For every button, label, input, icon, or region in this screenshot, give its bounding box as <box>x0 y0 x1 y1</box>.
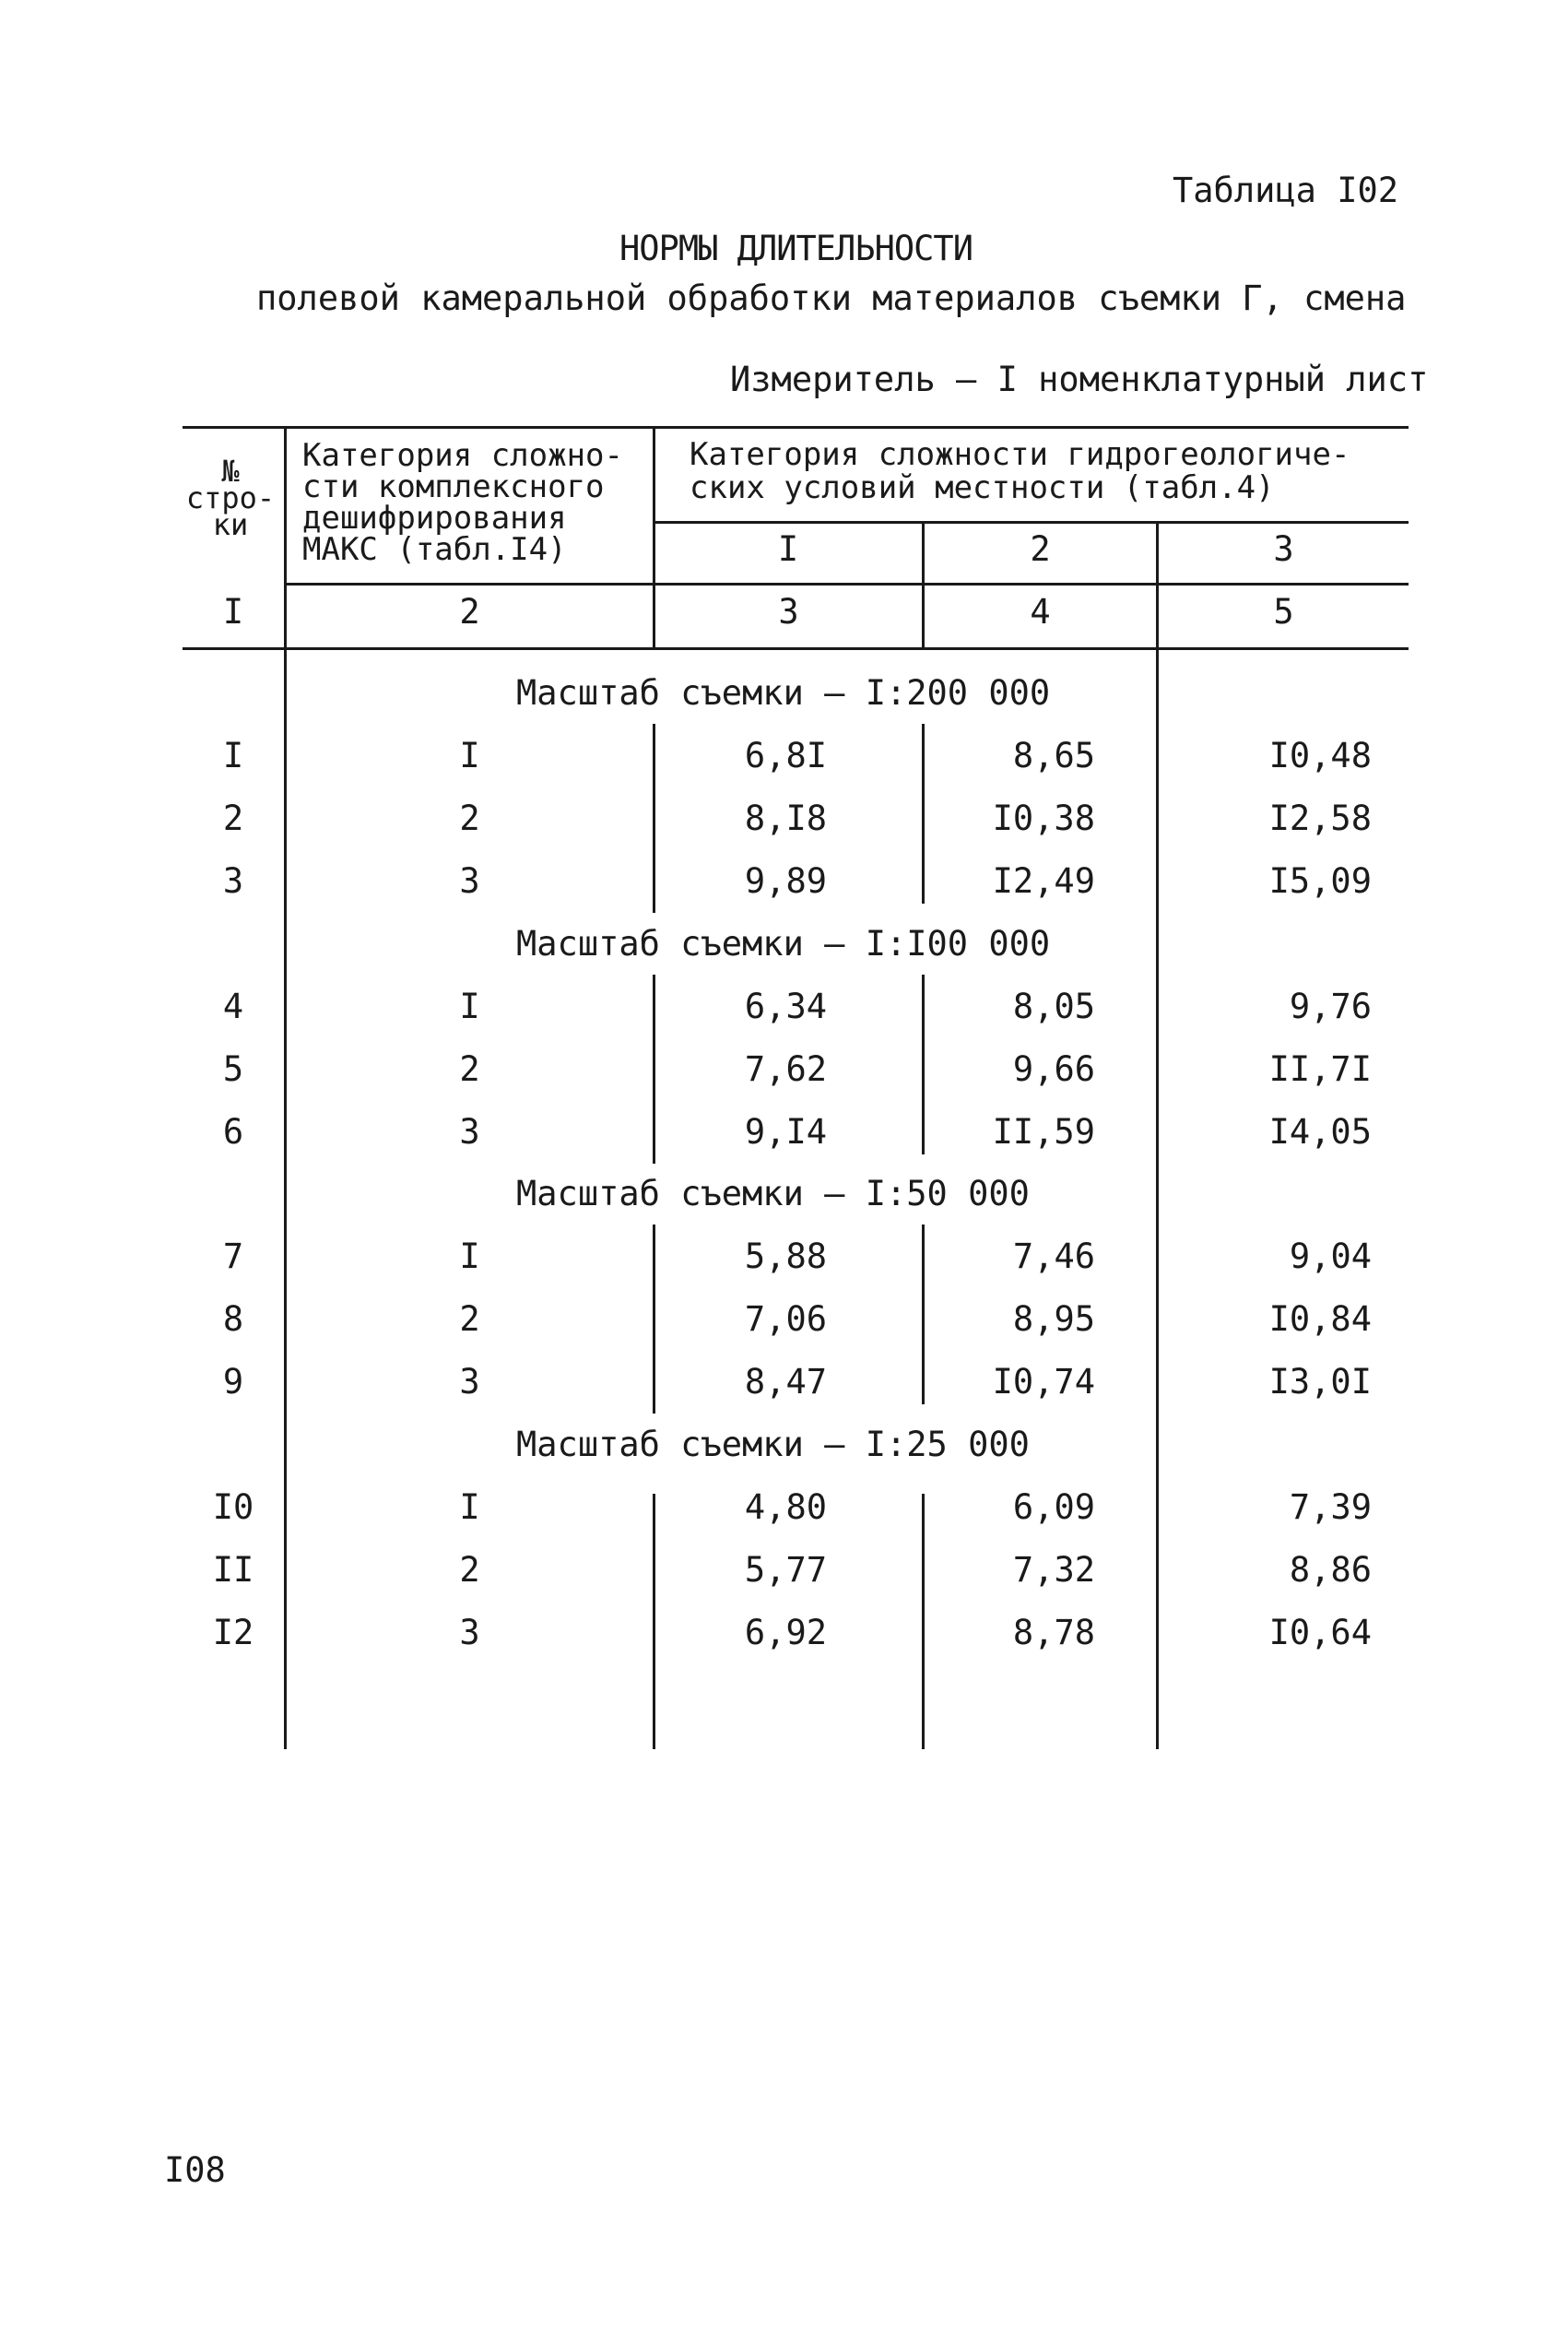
value-hydro-3: I2,58 <box>1268 799 1372 838</box>
value-hydro-1: 6,8I <box>744 736 827 775</box>
value-hydro-3: 7,39 <box>1289 1487 1372 1527</box>
value-hydro-1: 6,34 <box>744 987 827 1026</box>
section-title: Масштаб съемки – I:200 000 <box>516 673 1051 713</box>
header-macs-category: Категория сложно- сти комплексного дешифрирования МАКС (табл.I4) <box>302 437 623 568</box>
macs-category: 3 <box>459 1362 480 1402</box>
row-number: I2 <box>212 1613 254 1652</box>
header-sub-2: 2 <box>1030 529 1051 569</box>
value-hydro-3: I0,84 <box>1268 1299 1372 1339</box>
value-hydro-3: I4,05 <box>1268 1112 1372 1152</box>
value-hydro-2: 6,09 <box>1012 1487 1095 1527</box>
macs-category: 3 <box>459 1112 480 1152</box>
row-number: 4 <box>222 987 244 1026</box>
row-number: 5 <box>222 1049 244 1089</box>
numbers-bottom-rule <box>183 647 1409 650</box>
value-hydro-1: 7,62 <box>744 1049 827 1089</box>
value-hydro-1: 8,47 <box>744 1362 827 1402</box>
value-hydro-2: II,59 <box>992 1112 1095 1152</box>
header-bottom-rule <box>286 583 1409 586</box>
value-hydro-3: I0,64 <box>1268 1613 1372 1652</box>
value-hydro-1: 9,89 <box>744 861 827 901</box>
row-number: I <box>222 736 244 775</box>
value-hydro-3: I5,09 <box>1268 861 1372 901</box>
header-hydro-category: Категория сложности гидрогеологиче- ских условий местности (табл.4) <box>690 436 1350 506</box>
value-hydro-3: 8,86 <box>1289 1550 1372 1590</box>
value-hydro-1: 8,I8 <box>744 799 827 838</box>
col-number-5: 5 <box>1273 592 1294 632</box>
value-hydro-2: 8,78 <box>1012 1613 1095 1652</box>
macs-category: 3 <box>459 1613 480 1652</box>
value-hydro-2: I0,74 <box>992 1362 1095 1402</box>
header-sub-1: I <box>777 529 799 569</box>
header-sub-3: 3 <box>1273 529 1294 569</box>
value-hydro-1: 6,92 <box>744 1613 827 1652</box>
macs-category: 2 <box>459 799 480 838</box>
section-title: Масштаб съемки – I:I00 000 <box>516 924 1051 964</box>
row-number: 8 <box>222 1299 244 1339</box>
value-hydro-1: 7,06 <box>744 1299 827 1339</box>
row-number: I0 <box>212 1487 254 1527</box>
row-number: II <box>212 1550 254 1590</box>
col-number-2: 2 <box>459 592 480 632</box>
row-number: 6 <box>222 1112 244 1152</box>
document-subtitle: полевой камеральной обработки материалов съемки Г, смена <box>256 278 1407 318</box>
row-number: 9 <box>222 1362 244 1402</box>
value-hydro-3: II,7I <box>1268 1049 1372 1089</box>
col-number-3: 3 <box>778 592 799 632</box>
page-number: I08 <box>164 2150 226 2190</box>
macs-category: I <box>459 736 480 775</box>
section-title: Масштаб съемки – I:50 000 <box>516 1174 1030 1213</box>
value-hydro-2: I0,38 <box>992 799 1095 838</box>
value-hydro-3: I3,0I <box>1268 1362 1372 1402</box>
header-top-rule <box>183 426 1409 429</box>
macs-category: 2 <box>459 1299 480 1339</box>
row-number: 3 <box>222 861 244 901</box>
group-sub-rule <box>653 521 1409 524</box>
value-hydro-3: I0,48 <box>1268 736 1372 775</box>
value-hydro-1: 9,I4 <box>744 1112 827 1152</box>
value-hydro-2: 7,32 <box>1012 1550 1095 1590</box>
macs-category: I <box>459 1487 480 1527</box>
value-hydro-2: I2,49 <box>992 861 1095 901</box>
macs-category: I <box>459 1236 480 1276</box>
col-number-4: 4 <box>1030 592 1051 632</box>
macs-category: 2 <box>459 1550 480 1590</box>
value-hydro-1: 5,88 <box>744 1236 827 1276</box>
value-hydro-1: 4,80 <box>744 1487 827 1527</box>
value-hydro-1: 5,77 <box>744 1550 827 1590</box>
col-number-1: I <box>222 592 244 632</box>
table-label: Таблица I02 <box>1173 171 1399 210</box>
value-hydro-3: 9,04 <box>1289 1236 1372 1276</box>
value-hydro-2: 7,46 <box>1012 1236 1095 1276</box>
value-hydro-2: 8,05 <box>1012 987 1095 1026</box>
value-hydro-2: 8,65 <box>1012 736 1095 775</box>
macs-category: 2 <box>459 1049 480 1089</box>
value-hydro-2: 8,95 <box>1012 1299 1095 1339</box>
row-number: 2 <box>222 799 244 838</box>
header-row-number: № стро- ки <box>185 454 276 542</box>
macs-category: 3 <box>459 861 480 901</box>
value-hydro-3: 9,76 <box>1289 987 1372 1026</box>
document-title: НОРМЫ ДЛИТЕЛЬНОСТИ <box>619 229 973 268</box>
measure-unit: Измеритель – I номенклатурный лист <box>730 360 1429 399</box>
macs-category: I <box>459 987 480 1026</box>
value-hydro-2: 9,66 <box>1012 1049 1095 1089</box>
row-number: 7 <box>222 1236 244 1276</box>
section-title: Масштаб съемки – I:25 000 <box>516 1425 1030 1464</box>
